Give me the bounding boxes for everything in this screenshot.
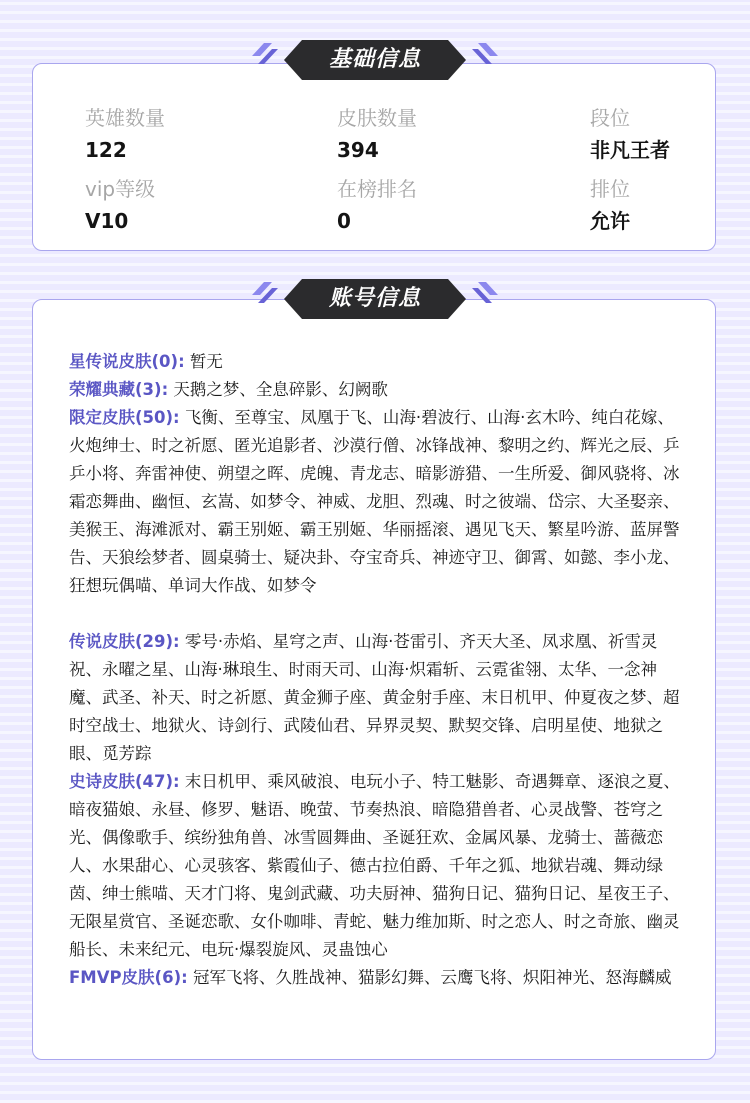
category-label: 星传说皮肤(0): (69, 352, 185, 371)
field-label: 在榜排名 (337, 177, 417, 201)
category-label: FMVP皮肤(6): (69, 968, 188, 987)
category-label: 史诗皮肤(47): (69, 772, 180, 791)
ranked-allowed-field (590, 176, 630, 234)
skin-category (69, 964, 689, 992)
rank-tier-field (590, 105, 670, 163)
skin-list (69, 348, 689, 992)
category-items: 暂无 (189, 352, 223, 371)
skin-category (69, 628, 689, 768)
field-value: 122 (85, 138, 127, 162)
basic-info-grid (33, 64, 717, 252)
field-label: 英雄数量 (85, 106, 165, 130)
field-value: 非凡王者 (590, 138, 670, 162)
field-value: 394 (337, 138, 379, 162)
field-label: 皮肤数量 (337, 106, 417, 130)
skin-category (69, 768, 689, 964)
basic-info-header (248, 37, 502, 83)
skin-category (69, 404, 689, 600)
basic-info-card (32, 63, 716, 251)
hero-count-field (85, 105, 165, 163)
field-value: 0 (337, 209, 351, 233)
spacer (69, 600, 689, 628)
section-title: 基础信息 (328, 47, 421, 72)
category-label: 限定皮肤(50): (69, 408, 180, 427)
field-label: vip等级 (85, 177, 156, 201)
category-items: 飞衡、至尊宝、凤凰于飞、山海·碧波行、山海·玄木吟、纯白花嫁、火炮绅士、时之祈愿、匿光追影者、沙漠行僧、冰锋战神、黎明之约、辉光之辰、乒乒小将、奔雷神使、朔望之晖、虎魄、青龙志、暗影游猎、一生所爱、御风骁将、冰霜恋舞曲、幽恒、玄嵩、如梦令、神威、龙胆、烈魂、时之彼端、岱宗、大圣娶亲、美猴王、海滩派对、霸王别姬、霸王别姬、华丽摇滚、遇见飞天、繁星吟游、蓝屏警告、天狼绘梦者、圆桌骑士、疑决卦、夺宝奇兵、神迹守卫、御霄、如懿、李小龙、狂想玩偶喵、单词大作战、如梦令 (69, 408, 680, 595)
account-info-card (32, 299, 716, 1060)
field-label: 段位 (590, 106, 630, 130)
category-items: 末日机甲、乘风破浪、电玩小子、特工魅影、奇遇舞章、逐浪之夏、暗夜猫娘、永昼、修罗、魅语、晚萤、节奏热浪、暗隐猎兽者、心灵战警、苍穹之光、偶像歌手、缤纷独角兽、冰雪圆舞曲、圣诞狂欢、金属风暴、龙骑士、蔷薇恋人、水果甜心、心灵骇客、紫霞仙子、德古拉伯爵、千年之狐、地狱岩魂、舞动绿茵、绅士熊喵、天才门将、鬼剑武藏、功夫厨神、猫狗日记、猫狗日记、星夜王子、无限星赏官、圣诞恋歌、女仆咖啡、青蛇、魅力维加斯、时之恋人、时之奇旅、幽灵船长、未来纪元、电玩·爆裂旋风、灵蛊蚀心 (69, 772, 680, 959)
skin-category (69, 376, 689, 404)
skin-category (69, 348, 689, 376)
account-info-header (248, 276, 502, 322)
field-value: V10 (85, 209, 129, 233)
field-label: 排位 (590, 177, 630, 201)
leaderboard-rank-field (337, 176, 417, 234)
category-items: 零号·赤焰、星穹之声、山海·苍雷引、齐天大圣、凤求凰、祈雪灵祝、永曜之星、山海·琳琅生、时雨天司、山海·炽霜斩、云霓雀翎、太华、一念神魔、武圣、补天、时之祈愿、黄金狮子座、黄金射手座、末日机甲、仲夏夜之梦、超时空战士、地狱火、诗剑行、武陵仙君、异界灵契、默契交锋、启明星使、地狱之眼、觅芳踪 (69, 632, 680, 763)
category-items: 冠军飞将、久胜战神、猫影幻舞、云鹰飞将、炽阳神光、怒海麟威 (192, 968, 672, 987)
field-value: 允许 (590, 209, 630, 233)
category-label: 荣耀典藏(3): (69, 380, 169, 399)
category-label: 传说皮肤(29): (69, 632, 180, 651)
section-title: 账号信息 (328, 286, 421, 311)
skin-count-field (337, 105, 417, 163)
vip-level-field (85, 176, 155, 234)
category-items: 天鹅之梦、全息碎影、幻阙歌 (173, 380, 388, 399)
